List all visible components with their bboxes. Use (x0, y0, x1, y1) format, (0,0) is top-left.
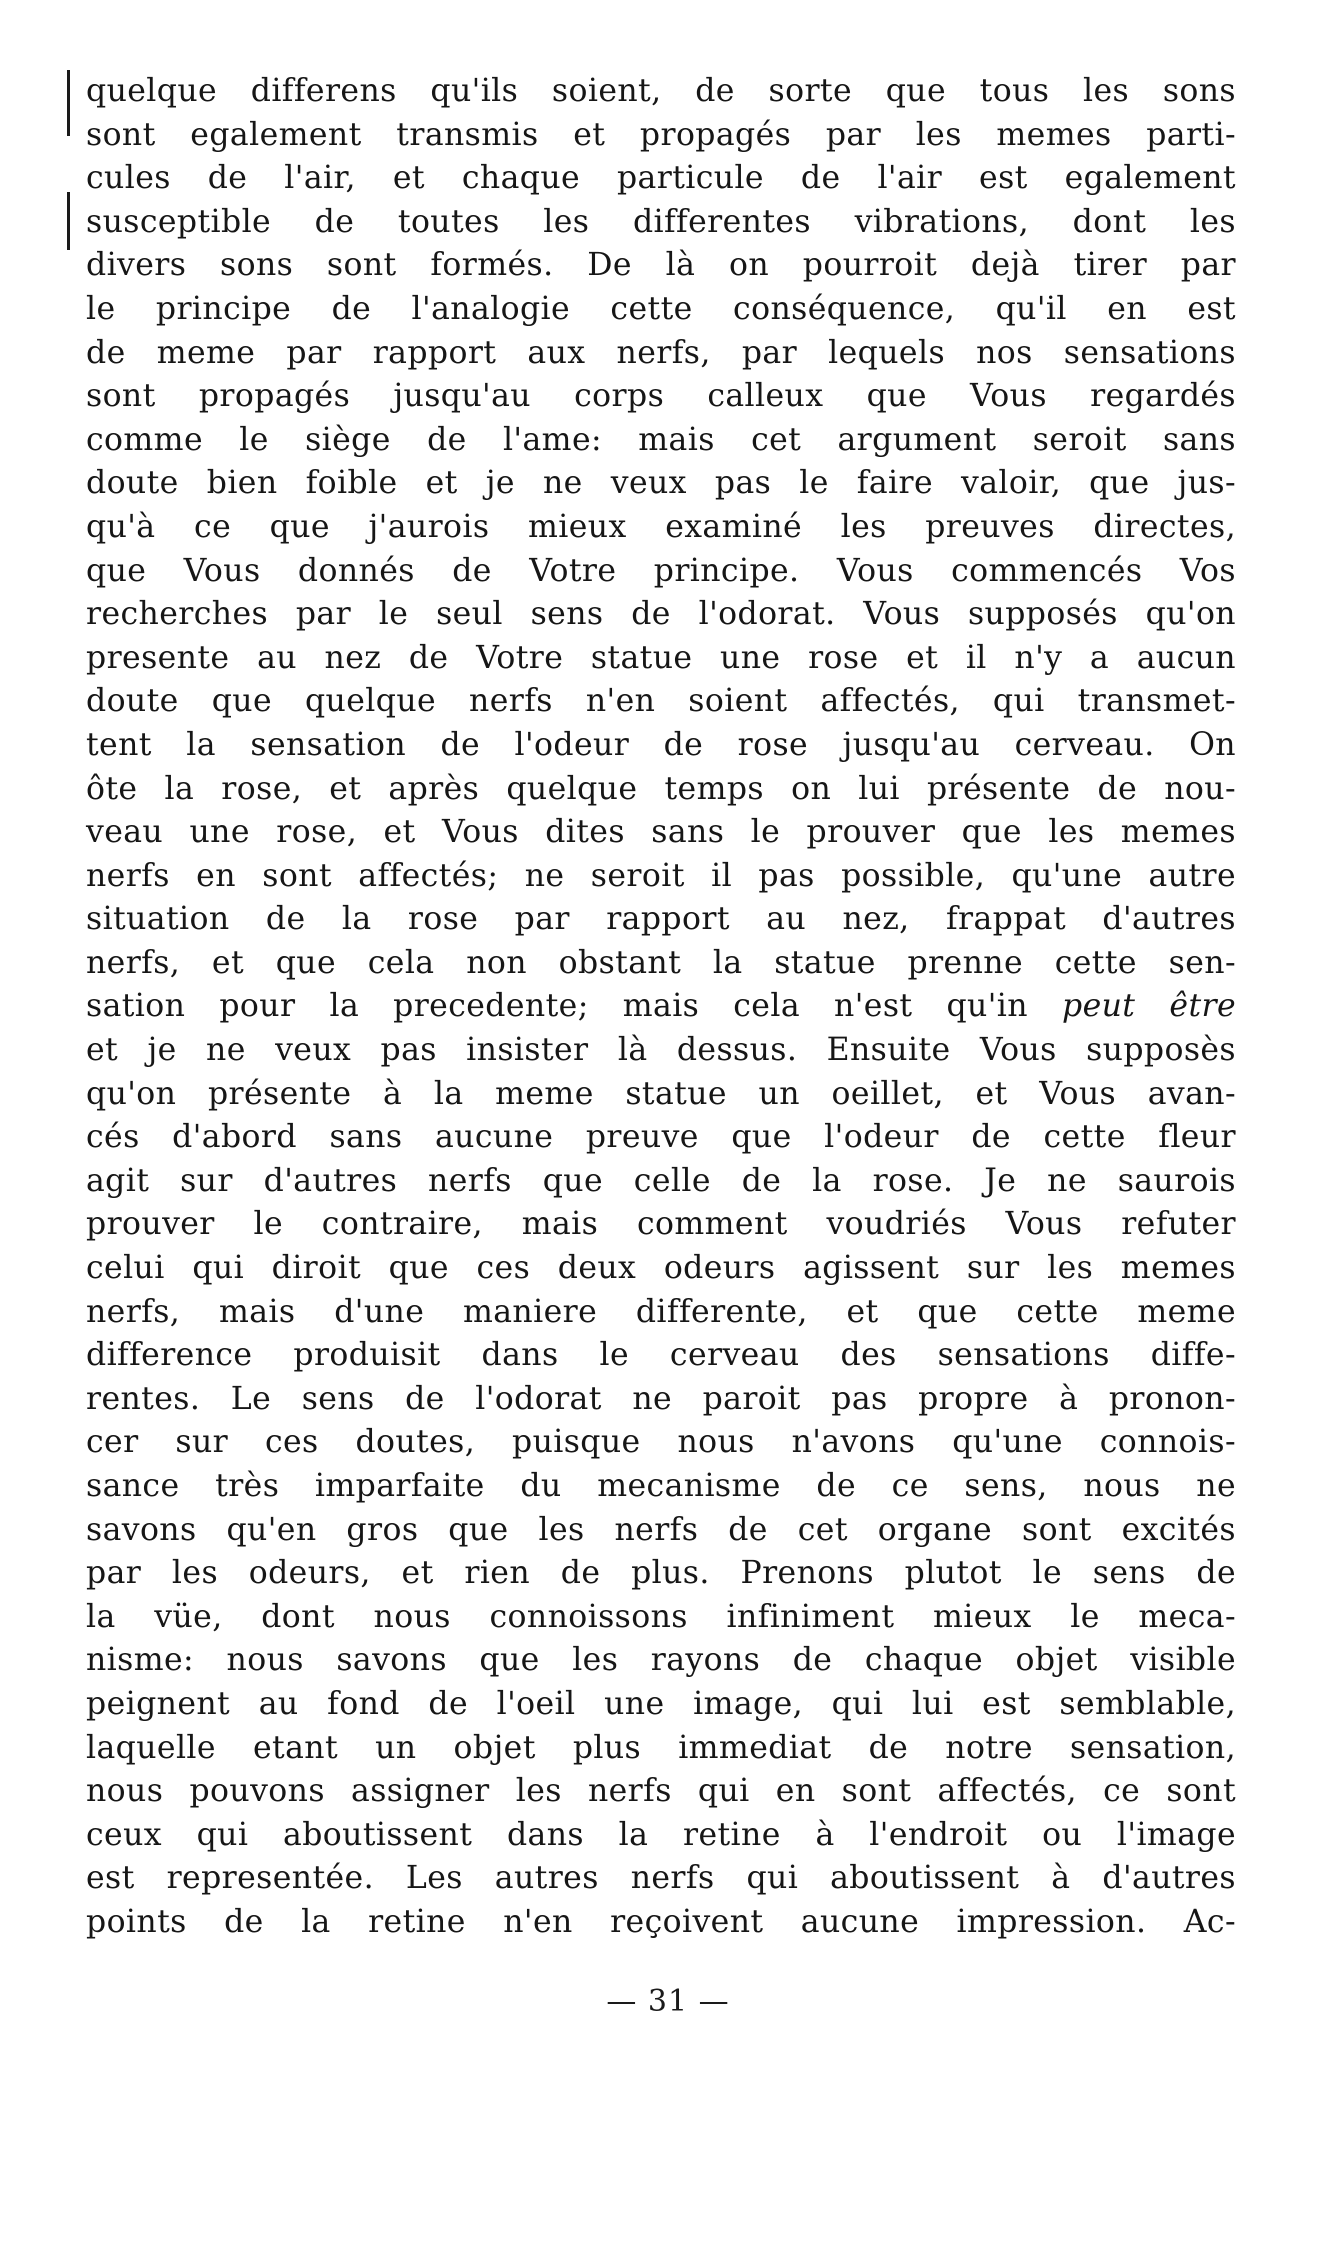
text-line: cés d'abord sans aucune preuve que l'odeur de cette fleur (86, 1119, 1236, 1156)
text-line: peignent au fond de l'oeil une image, qui lui est semblable, (86, 1685, 1236, 1722)
text-line: nerfs en sont affectés; ne seroit il pas possible, qu'une autre (86, 857, 1236, 894)
text-line: qu'on présente à la meme statue un oeillet, et Vous avan- (86, 1075, 1236, 1112)
text-line: agit sur d'autres nerfs que celle de la rose. Je ne saurois (86, 1162, 1236, 1199)
italic-phrase: peut être (1062, 988, 1236, 1025)
text-line: veau une rose, et Vous dites sans le prouver que les memes (86, 814, 1236, 851)
text-line: points de la retine n'en reçoivent aucune impression. Ac- (86, 1903, 1236, 1940)
text-line: sont propagés jusqu'au corps calleux que Vous regardés (86, 378, 1236, 415)
text-line: est representée. Les autres nerfs qui aboutissent à d'autres (86, 1860, 1236, 1897)
text-line: presente au nez de Votre statue une rose et il n'y a aucun (86, 639, 1236, 676)
text-line: situation de la rose par rapport au nez, frappat d'autres (86, 901, 1236, 938)
text-line: tent la sensation de l'odeur de rose jusqu'au cerveau. On (86, 726, 1236, 763)
text-line: qu'à ce que j'aurois mieux examiné les preuves directes, (86, 508, 1236, 545)
text-line: susceptible de toutes les differentes vibrations, dont les (86, 203, 1236, 240)
margin-mark-bottom (67, 192, 70, 250)
text-line: nisme: nous savons que les rayons de chaque objet visible (86, 1642, 1236, 1679)
text-line: cer sur ces doutes, puisque nous n'avons qu'une connois- (86, 1424, 1236, 1461)
text-line: prouver le contraire, mais comment voudriés Vous refuter (86, 1206, 1236, 1243)
text-line: savons qu'en gros que les nerfs de cet organe sont excités (86, 1511, 1236, 1548)
text-line: que Vous donnés de Votre principe. Vous commencés Vos (86, 552, 1236, 589)
text-line: sance très imparfaite du mecanisme de ce sens, nous ne (86, 1468, 1236, 1504)
body-text (86, 70, 1236, 1945)
margin-mark-top (67, 70, 70, 136)
text-line: comme le siège de l'ame: mais cet argument seroit sans (86, 421, 1236, 458)
text-line-with-italic (86, 985, 1236, 1029)
text-line: nerfs, mais d'une maniere differente, et que cette meme (86, 1293, 1236, 1330)
text-line: divers sons sont formés. De là on pourroit dejà tirer par (86, 247, 1236, 284)
page-number: — 31 — (606, 1984, 730, 2019)
text-line: ceux qui aboutissent dans la retine à l'endroit ou l'image (86, 1816, 1236, 1853)
text-line-part: sation pour la precedente; mais cela n'est qu'in (86, 988, 1028, 1025)
text-line: rentes. Le sens de l'odorat ne paroit pas propre à pronon- (86, 1380, 1236, 1417)
text-line: cules de l'air, et chaque particule de l'air est egalement (86, 160, 1236, 197)
text-line: nerfs, et que cela non obstant la statue prenne cette sen- (86, 944, 1236, 981)
text-line: de meme par rapport aux nerfs, par lequels nos sensations (86, 334, 1236, 371)
text-line: difference produisit dans le cerveau des sensations diffe- (86, 1337, 1236, 1374)
text-line: doute bien foible et je ne veux pas le faire valoir, que jus- (86, 465, 1236, 502)
text-line: celui qui diroit que ces deux odeurs agissent sur les memes (86, 1250, 1236, 1287)
text-line: par les odeurs, et rien de plus. Prenons plutot le sens de (86, 1555, 1236, 1592)
text-line: et je ne veux pas insister là dessus. Ensuite Vous supposès (86, 1032, 1236, 1069)
text-line: laquelle etant un objet plus immediat de notre sensation, (86, 1729, 1236, 1766)
text-line: quelque differens qu'ils soient, de sorte que tous les sons (86, 73, 1236, 109)
text-line: nous pouvons assigner les nerfs qui en sont affectés, ce sont (86, 1773, 1236, 1810)
text-line: la vüe, dont nous connoissons infiniment mieux le meca- (86, 1598, 1236, 1635)
text-line: le principe de l'analogie cette conséquence, qu'il en est (86, 290, 1236, 327)
text-line: ôte la rose, et après quelque temps on lui présente de nou- (86, 770, 1236, 807)
text-line: doute que quelque nerfs n'en soient affectés, qui transmet- (86, 683, 1236, 720)
text-line: recherches par le seul sens de l'odorat. Vous supposés qu'on (86, 596, 1236, 633)
text-line: sont egalement transmis et propagés par les memes parti- (86, 116, 1236, 153)
margin-marks (67, 70, 71, 260)
